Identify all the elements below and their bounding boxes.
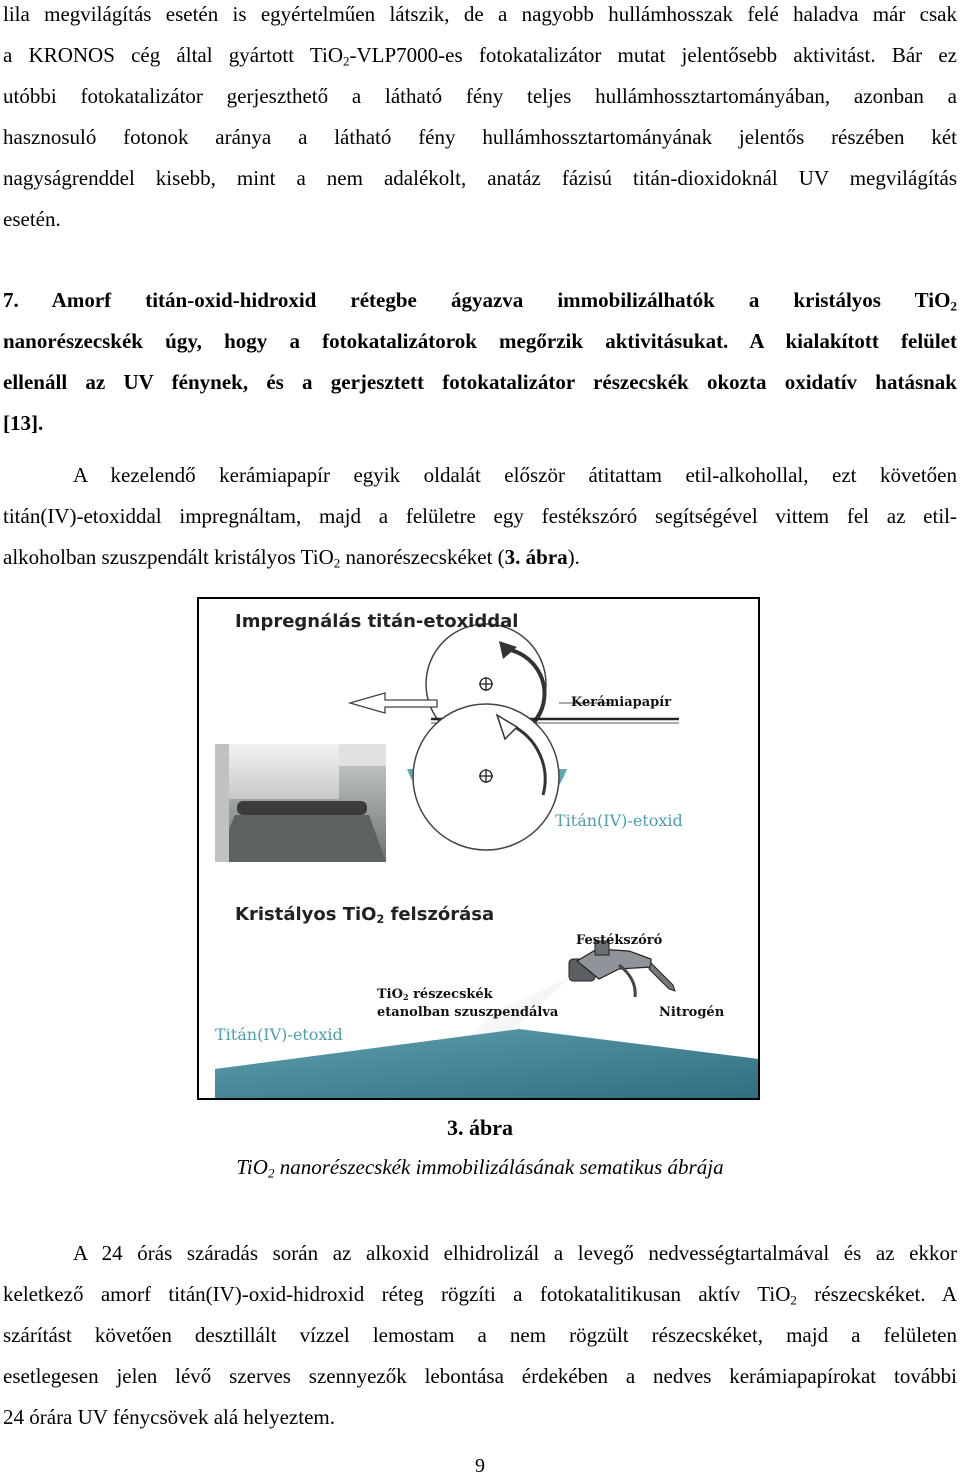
text-line: szárítást követően desztillált vízzel lemostam a nem rögzült részecskéket, majd a felületen <box>3 1323 957 1347</box>
text-line: A kezelendő kerámiapapír egyik oldalát először átitattam etil-alkohollal, ezt követően <box>73 463 957 487</box>
figure-caption-text: TiO$_2$ nanorészecskék immobilizálásának sematikus ábrája <box>236 1155 724 1181</box>
text-line: ellenáll az UV fénynek, és a gerjesztett fotokatalizátor részecskék okozta oxidatív hatásnak <box>3 370 957 394</box>
text-line: nagyságrenddel kisebb, mint a nem adalékolt, anatáz fázisú titán-dioxidoknál UV megvilágítás <box>3 166 957 190</box>
figure-title-spraying: Kristályos TiO$_2$ felszórása <box>235 904 495 926</box>
text-line: nanorészecskék úgy, hogy a fotokatalizátorok megőrzik aktivitásukat. A kialakított felület <box>3 329 957 353</box>
method-paragraph <box>3 455 957 578</box>
text-line: A 24 órás száradás során az alkoxid elhidrolizál a levegő nedvességtartalmával és az ekkor <box>73 1241 957 1265</box>
text-line: 7. Amorf titán-oxid-hidroxid rétegbe ágyazva immobilizálhatók a kristályos TiO$_2$ <box>3 288 957 314</box>
text-line: a KRONOS cég által gyártott TiO$_2$-VLP7000-es fotokatalizátor mutat jelentősebb aktivitást. Bár ez <box>3 43 957 69</box>
text-line: esetén. <box>3 207 61 231</box>
figure-reference: 3. ábra <box>504 545 568 569</box>
text-line: titán(IV)-etoxiddal impregnáltam, majd a felületre egy festékszóró segítségével vittem fel az etil- <box>3 504 957 528</box>
text-line: hasznosuló fotonok aránya a látható fény hullámhossztartományának jelentős részében két <box>3 125 957 149</box>
figure-label-titanium-ethoxide-bottom: Titán(IV)-etoxid <box>215 1025 343 1044</box>
text-line: keletkező amorf titán(IV)-oxid-hidroxid réteg rögzíti a fotokatalitikusan aktív TiO$_2$ részecskéket. A <box>3 1282 957 1308</box>
text-line: 24 órára UV fénycsövek alá helyeztem. <box>3 1405 335 1429</box>
closing-paragraph <box>3 1233 957 1438</box>
text-line: esetlegesen jelen lévő szerves szennyezők lebontása érdekében a nedves kerámiapapírokat további <box>3 1364 957 1388</box>
figure-label-particles-line2: etanolban szuszpendálva <box>377 1005 559 1020</box>
intro-paragraph <box>3 0 957 240</box>
impregnation-photo <box>215 744 386 862</box>
spray-gun <box>569 941 675 997</box>
text-line: lila megvilágítás esetén is egyértelműen látszik, de a nagyobb hullámhosszak felé haladva már csak <box>3 2 957 26</box>
figure-label-ceramic-paper: Kerámiapapír <box>571 695 672 710</box>
figure-label-titanium-ethoxide-top: Titán(IV)-etoxid <box>555 811 683 830</box>
page-number: 9 <box>475 1455 485 1477</box>
thesis-paragraph <box>3 280 957 444</box>
figure-label-particles: TiO$_2$ részecskék <box>377 987 493 1002</box>
figure-label-sprayer: Festékszóró <box>576 933 663 948</box>
text-line: [13]. <box>3 411 44 435</box>
figure-3 <box>197 597 760 1100</box>
text-line: utóbbi fotokatalizátor gerjeszthető a látható fény teljes hullámhossztartományában, azonban a <box>3 84 957 108</box>
lower-roller <box>407 704 567 850</box>
figure-label-nitrogen: Nitrogén <box>659 1005 725 1020</box>
text-line: alkoholban szuszpendált kristályos TiO$_2$ nanorészecskéket (3. ábra). <box>3 545 580 571</box>
figure-drawing <box>199 599 758 1098</box>
figure-caption-number: 3. ábra <box>447 1115 513 1140</box>
figure-title-impregnation: Impregnálás titán-etoxiddal <box>235 611 519 632</box>
